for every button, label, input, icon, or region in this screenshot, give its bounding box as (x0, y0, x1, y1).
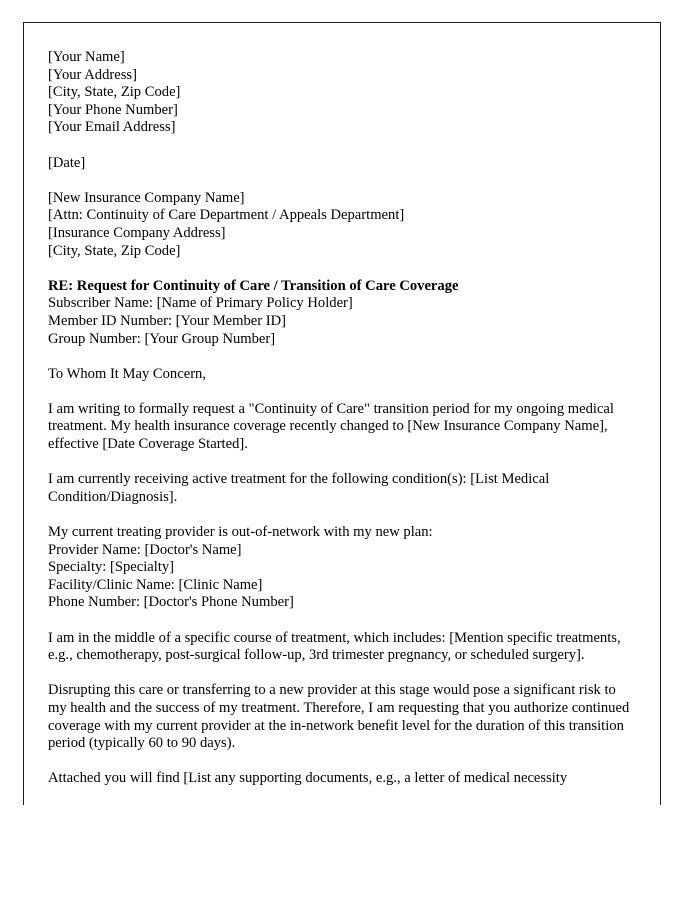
salutation: To Whom It May Concern, (48, 365, 206, 382)
subject-block (48, 278, 636, 348)
provider-specialty: Specialty: [Specialty] (48, 559, 175, 576)
recipient-company: [New Insurance Company Name] (48, 189, 245, 206)
recipient-attention: [Attn: Continuity of Care Department / Appeals Department] (48, 207, 405, 224)
letter-page (23, 22, 661, 805)
subscriber-name: Subscriber Name: [Name of Primary Policy Holder] (48, 295, 353, 312)
recipient-address: [Insurance Company Address] (48, 224, 226, 241)
provider-intro: My current treating provider is out-of-network with my new plan: (48, 524, 433, 541)
letter-date: [Date] (48, 154, 86, 171)
sender-city-state-zip: [City, State, Zip Code] (48, 84, 181, 101)
sender-address-block (48, 49, 636, 137)
salutation-block (48, 366, 636, 384)
provider-facility: Facility/Clinic Name: [Clinic Name] (48, 576, 263, 593)
body-paragraph-2: I am currently receiving active treatment for the following condition(s): [List Medical Condition/Diagnosis]. (48, 471, 550, 505)
recipient-city-state-zip: [City, State, Zip Code] (48, 242, 181, 259)
sender-email: [Your Email Address] (48, 119, 176, 136)
subject-re-line: RE: Request for Continuity of Care / Transition of Care Coverage (48, 277, 459, 294)
sender-name: [Your Name] (48, 49, 125, 65)
treatment-paragraph: I am in the middle of a specific course of treatment, which includes: [Mention specific treatments, e.g., chemotherapy, post-surgical follow-up, 3rd trimester pregnancy, or scheduled surgery]. (48, 629, 621, 664)
provider-phone: Phone Number: [Doctor's Phone Number] (48, 594, 294, 611)
member-id-number: Member ID Number: [Your Member ID] (48, 312, 287, 329)
letter-body (24, 23, 660, 788)
body-paragraph-1: I am writing to formally request a "Continuity of Care" transition period for my ongoing medical treatment. My health insurance coverage recently changed to [New Insurance Company Name], effective [Date Coverage Started]. (48, 400, 614, 453)
sender-phone: [Your Phone Number] (48, 101, 178, 118)
request-paragraph: Disrupting this care or transferring to a new provider at this stage would pose a significant risk to my health and the success of my treatment. Therefore, I am requesting that you authorize continued coverage with my current provider at the in-network benefit level for the duration of this transition period (typically 60 to 90 days). (48, 682, 630, 752)
provider-name: Provider Name: [Doctor's Name] (48, 541, 242, 558)
group-number: Group Number: [Your Group Number] (48, 330, 276, 347)
recipient-address-block (48, 190, 636, 260)
attachments-paragraph: Attached you will find [List any supporting documents, e.g., a letter of medical necessity (48, 770, 568, 787)
provider-details-block (48, 524, 636, 612)
sender-address: [Your Address] (48, 66, 137, 83)
date-block (48, 155, 636, 173)
